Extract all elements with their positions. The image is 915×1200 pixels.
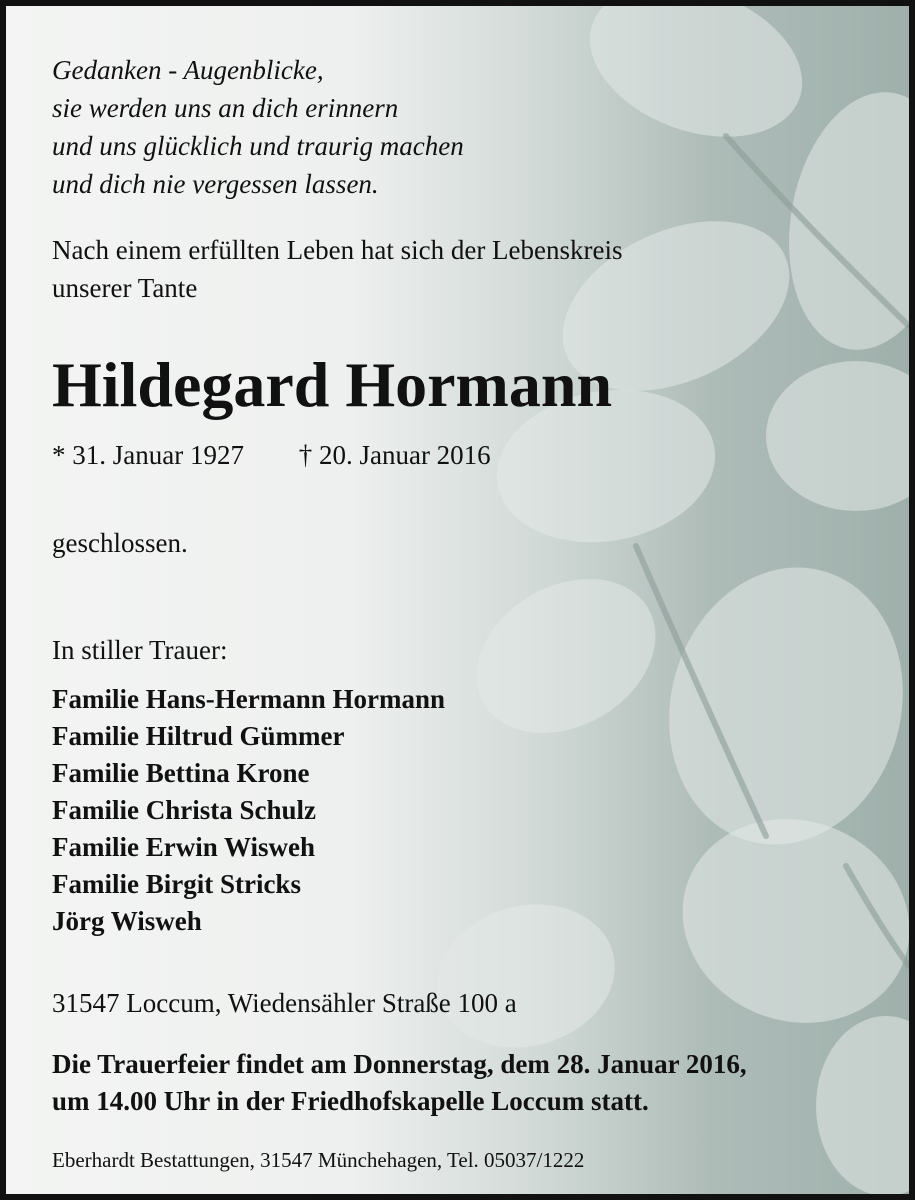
life-dates: [52, 436, 491, 474]
poem-line: sie werden uns an dich erinnern: [52, 93, 399, 123]
service-line: um 14.00 Uhr in der Friedhofskapelle Loccum statt.: [52, 1086, 649, 1116]
poem-line: Gedanken - Augenblicke,: [52, 55, 324, 85]
poem-line: und dich nie vergessen lassen.: [52, 169, 379, 199]
poem: [52, 51, 464, 203]
family-entry: Familie Erwin Wisweh: [52, 832, 316, 862]
undertaker-info: Eberhardt Bestattungen, 31547 Münchehagen, Tel. 05037/1222: [52, 1148, 585, 1172]
intro-line: Nach einem erfüllten Leben hat sich der Lebenskreis: [52, 235, 623, 265]
intro-text: [52, 231, 623, 307]
birth-date: * 31. Januar 1927: [52, 440, 244, 470]
family-entry: Familie Bettina Krone: [52, 758, 310, 788]
family-entry: Familie Birgit Stricks: [52, 869, 301, 899]
mourning-heading: In stiller Trauer:: [52, 635, 228, 665]
deceased-name: Hildegard Hormann: [52, 349, 613, 420]
funeral-service-notice: [52, 1046, 747, 1120]
family-entry: Familie Hans-Hermann Hormann: [52, 684, 445, 714]
service-line: Die Trauerfeier findet am Donnerstag, dem 28. Januar 2016,: [52, 1049, 747, 1079]
address: 31547 Loccum, Wiedensähler Straße 100 a: [52, 988, 517, 1018]
family-list: [52, 681, 445, 940]
death-date: † 20. Januar 2016: [298, 440, 491, 470]
poem-line: und uns glücklich und traurig machen: [52, 131, 464, 161]
family-entry: Familie Christa Schulz: [52, 795, 316, 825]
intro-line: unserer Tante: [52, 273, 198, 303]
family-entry: Familie Hiltrud Gümmer: [52, 721, 345, 751]
closing-word: geschlossen.: [52, 528, 188, 558]
family-entry: Jörg Wisweh: [52, 906, 202, 936]
